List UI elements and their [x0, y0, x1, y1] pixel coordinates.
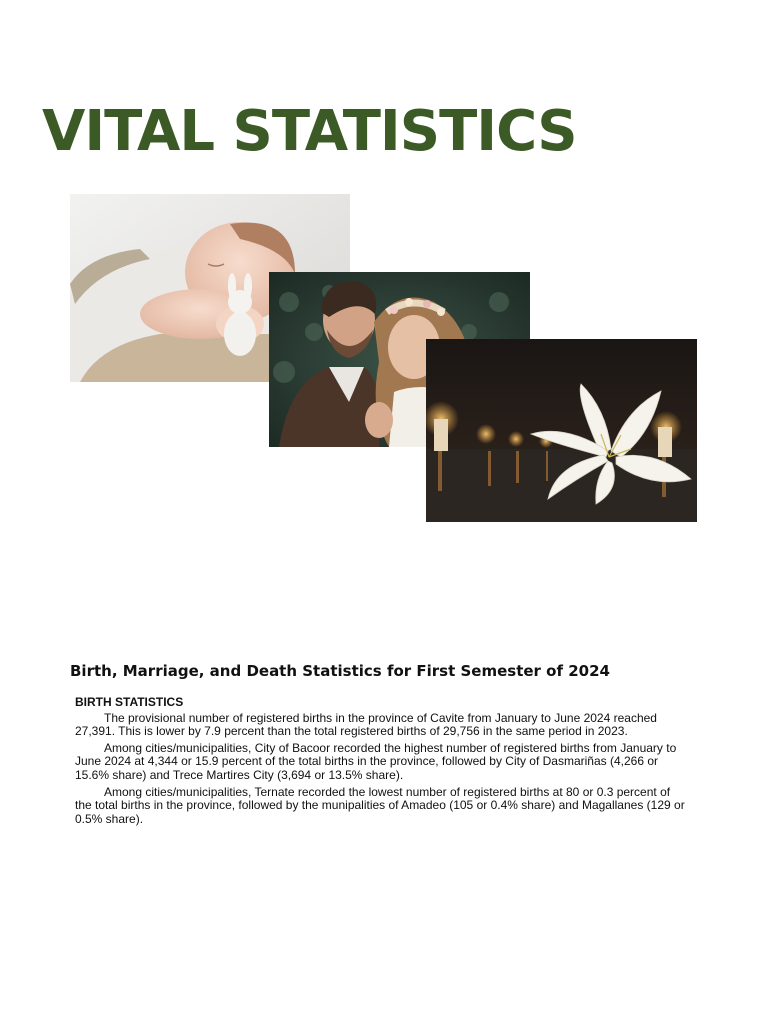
birth-paragraph-1: The provisional number of registered births in the province of Cavite from January to June 2024 reached 27,391. This is lower by 7.9 percent than the total registered births of 29,756 in the same period in 2023. — [75, 710, 657, 739]
lily-photo — [426, 339, 697, 522]
birth-statistics-heading: BIRTH STATISTICS — [75, 695, 184, 709]
birth-paragraph-2: Among cities/municipalities, City of Bacoor recorded the highest number of registered births from January to June 2024 at 4,344 or 15.9 percent of the total births in the province, followed by City of Dasmariñas (4,266 or 15.6% share) and Trece Martires City (3,694 or 13.5% share). — [75, 740, 677, 782]
birth-statistics-section — [75, 696, 690, 829]
birth-paragraph-3: Among cities/municipalities, Ternate recorded the lowest number of registered births at 80 or 0.3 percent of the total births in the province, followed by the munipalities of Amadeo (105 or 0.4% share) and Magallanes (129 or 0.5% share). — [75, 784, 685, 826]
page-title: VITAL STATISTICS — [42, 99, 577, 164]
section-title: Birth, Marriage, and Death Statistics for First Semester of 2024 — [70, 662, 610, 680]
